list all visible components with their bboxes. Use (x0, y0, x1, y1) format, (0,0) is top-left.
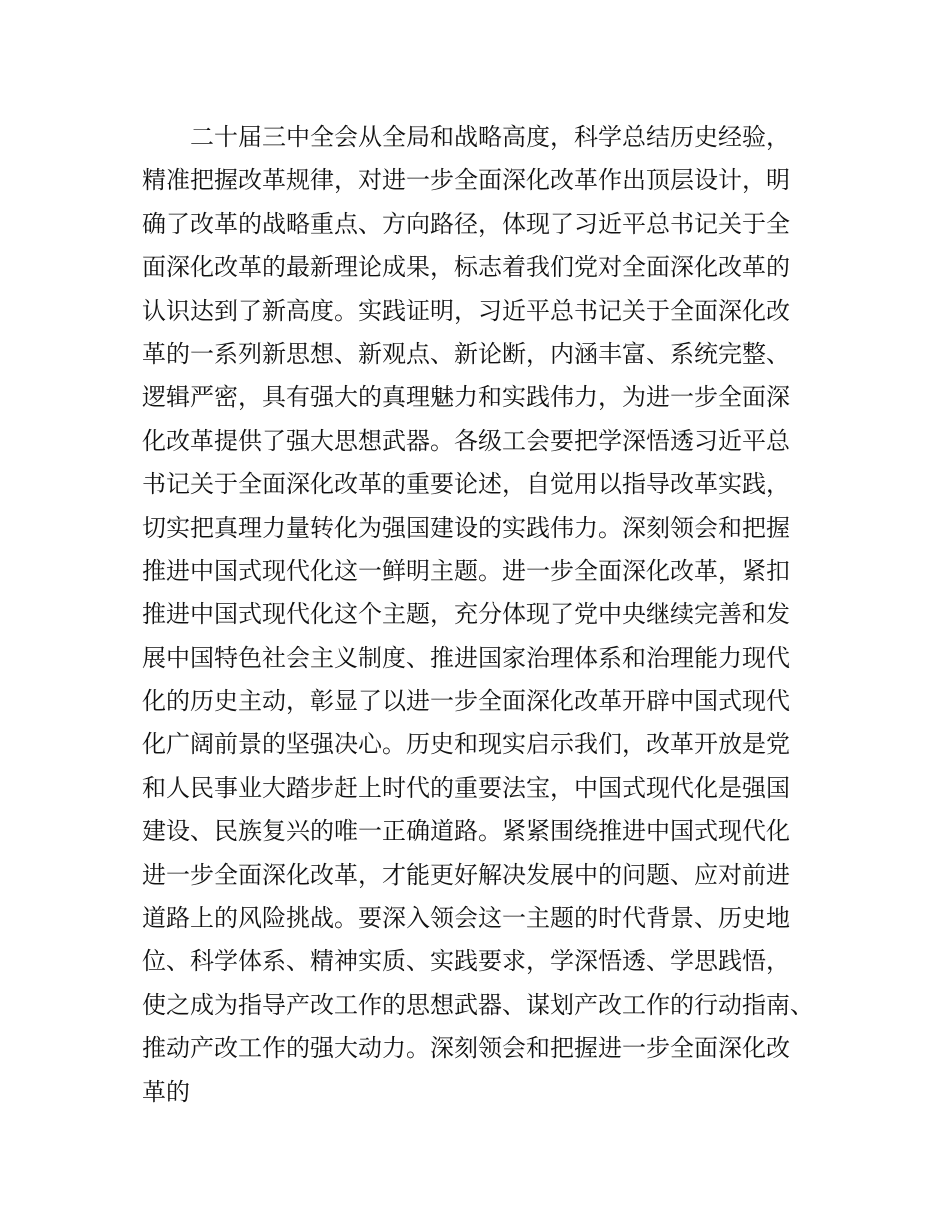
text-line: 和人民事业大踏步赶上时代的重要法宝，中国式现代化是强国 (142, 773, 790, 802)
text-line: 展中国特色社会主义制度、推进国家治理体系和治理能力现代 (142, 643, 790, 672)
text-line: 推进中国式现代化这一鲜明主题。进一步全面深化改革，紧扣 (142, 556, 790, 585)
text-line: 推动产改工作的强大动力。深刻领会和把握进一步全面深化改 (142, 1034, 790, 1063)
text-line: 精准把握改革规律，对进一步全面深化改革作出顶层设计，明 (142, 166, 790, 195)
text-line: 化改革提供了强大思想武器。各级工会要把学深悟透习近平总 (142, 426, 790, 455)
text-line: 使之成为指导产改工作的思想武器、谋划产改工作的行动指南、 (142, 990, 814, 1019)
text-line: 化广阔前景的坚强决心。历史和现实启示我们，改革开放是党 (142, 730, 790, 759)
text-line: 进一步全面深化改革，才能更好解决发展中的问题、应对前进 (142, 860, 790, 889)
text-line: 书记关于全面深化改革的重要论述，自觉用以指导改革实践， (142, 470, 790, 499)
text-line: 逻辑严密，具有强大的真理魅力和实践伟力，为进一步全面深 (142, 383, 790, 412)
text-line: 切实把真理力量转化为强国建设的实践伟力。深刻领会和把握 (142, 513, 790, 542)
text-line: 位、科学体系、精神实质、实践要求，学深悟透、学思践悟， (142, 947, 790, 976)
text-line: 推进中国式现代化这个主题，充分体现了党中央继续完善和发 (142, 600, 790, 629)
text-line: 化的历史主动，彰显了以进一步全面深化改革开辟中国式现代 (142, 687, 790, 716)
text-line: 认识达到了新高度。实践证明，习近平总书记关于全面深化改 (142, 296, 790, 325)
text-line: 革的一系列新思想、新观点、新论断，内涵丰富、系统完整、 (142, 339, 790, 368)
text-line: 革的 (142, 1077, 190, 1106)
text-line: 确了改革的战略重点、方向路径，体现了习近平总书记关于全 (142, 209, 790, 238)
text-line: 二十届三中全会从全局和战略高度，科学总结历史经验， (190, 123, 790, 151)
text-line: 面深化改革的最新理论成果，标志着我们党对全面深化改革的 (142, 253, 790, 282)
text-line: 道路上的风险挑战。要深入领会这一主题的时代背景、历史地 (142, 904, 790, 933)
body-paragraph (0, 116, 950, 1114)
text-line: 建设、民族复兴的唯一正确道路。紧紧围绕推进中国式现代化 (142, 817, 790, 846)
